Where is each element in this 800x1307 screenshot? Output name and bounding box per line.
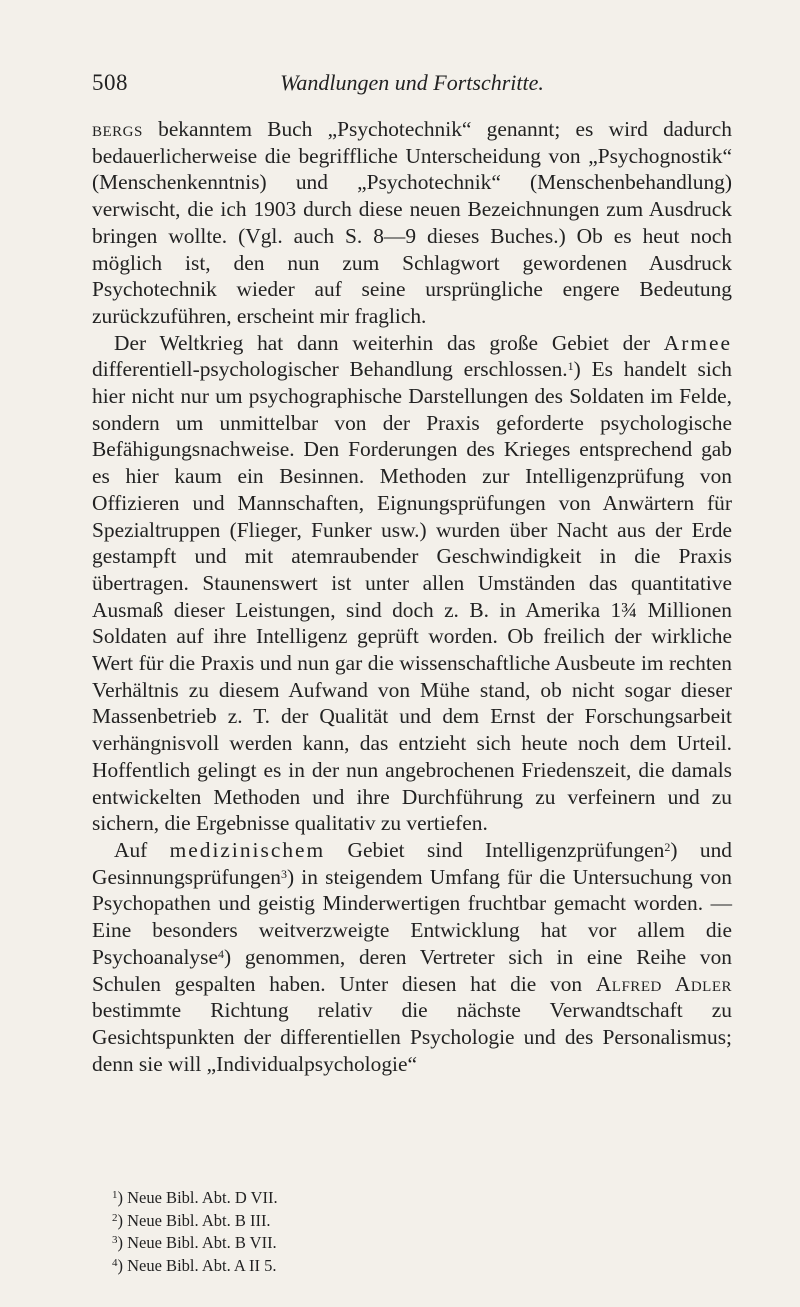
footnote xyxy=(112,1255,512,1278)
paragraph-2-text-b: differentiell-psychologischer Behandlung erschlossen. xyxy=(92,357,568,382)
paragraph-3-text-a: Auf xyxy=(114,837,170,862)
paragraph-3-text-f: bestimmte Richtung relativ die nächste Verwandtschaft zu Gesichtspunkten der differentiellen Psychologie und des Personalismus; denn sie will „Individualpsychologie“ xyxy=(92,998,732,1076)
footnote-number: 1 xyxy=(112,1189,118,1201)
footnote-ref-3: 3 xyxy=(280,866,287,881)
footnote-number: 3 xyxy=(112,1234,118,1246)
emphasis-spaced-medizinischem: medizinischem xyxy=(169,837,326,862)
body-text xyxy=(92,116,732,1077)
paragraph-3-text-c: ) und Gesinnungsprüfungen xyxy=(92,837,732,889)
page-header xyxy=(92,70,732,104)
footnote xyxy=(112,1187,512,1210)
emphasis-spaced-armee: Armee xyxy=(663,330,732,355)
footnote-ref-2: 2 xyxy=(664,839,671,854)
paragraph-2 xyxy=(92,330,732,837)
paragraph-3-text-e: ) genommen, deren Vertreter sich in eine Reihe von Schulen gespalten haben. Unter diesen hat die von xyxy=(92,944,732,996)
paragraph-2-text-c: ) Es handelt sich hier nicht nur um psychographische Darstellungen des Soldaten im Felde, sondern um unmittelbar von der Praxis geforderte psychologische Befähigungsnachweise. Den Forderungen des Krieges entsprechend gab es hier kaum ein Besinnen. Methoden zur Intelligenzprüfung von Offizieren und Mannschaften, Eignungsprüfungen von Anwärtern für Spezialtruppen (Flieger, Funker usw.) wurden über Nacht aus der Erde gestampft und mit atemraubender Geschwindigkeit in die Praxis übertragen. Staunenswert ist unter allen Umständen das quantitative Ausmaß dieser Leistungen, sind doch z. B. in Amerika 1¾ Millionen Soldaten auf ihre Intelligenz geprüft worden. Ob freilich der wirkliche Wert für die Praxis und nun gar die wissenschaftliche Ausbeute im rechten Verhältnis zu diesem Aufwand von Mühe stand, ob nicht sogar dieser Massenbetrieb z. T. der Qualität und dem Ernst der Forschungsarbeit verhängnisvoll werden kann, das entzieht sich heute noch dem Urteil. Hoffentlich gelingt es in der nun angebrochenen Friedenszeit, die damals entwickelten Methoden und ihre Durchführung zu verfeinern und zu sichern, die Ergebnisse qualitativ zu vertiefen. xyxy=(92,357,732,836)
author-name-smallcaps: bergs xyxy=(92,117,143,141)
footnote-number: 2 xyxy=(112,1211,118,1224)
paragraph-1 xyxy=(92,116,732,330)
footnote xyxy=(112,1210,512,1233)
footnote-text: ) Neue Bibl. Abt. B VII. xyxy=(117,1233,277,1252)
footnote-text: ) Neue Bibl. Abt. A II 5. xyxy=(117,1255,277,1275)
paragraph-2-text-a: Der Weltkrieg hat dann weiterhin das große Gebiet der xyxy=(114,330,664,355)
footnotes xyxy=(112,1187,512,1277)
paragraph-3-text-d: ) in steigendem Umfang für die Untersuchung von Psychopathen und geistig Minderwertigen fruchtbar gemacht worden. — Eine besonders weitverzweigte Entwicklung hat vor allem die Psychoanalyse xyxy=(92,864,732,969)
footnote xyxy=(112,1232,512,1255)
paragraph-3-text-b: Gebiet sind Intelligenzprüfungen xyxy=(325,837,665,862)
footnote-ref-1: 1 xyxy=(567,359,574,374)
paragraph-3 xyxy=(92,837,732,1077)
footnote-text: ) Neue Bibl. Abt. D VII. xyxy=(117,1188,278,1207)
running-title: Wandlungen und Fortschritte. xyxy=(280,70,544,95)
paragraph-1-text: bekanntem Buch „Psychotechnik“ genannt; es wird dadurch bedauerlicherweise die begriffliche Unterscheidung von „Psychognostik“ (Menschenkenntnis) und „Psychotechnik“ (Menschenbehandlung) verwischt, die ich 1903 durch diese neuen Bezeichnungen zum Ausdruck bringen wollte. (Vgl. auch S. 8—9 dieses Buches.) Ob es heut noch möglich ist, den nun zum Schlagwort gewordenen Ausdruck Psychotechnik wieder auf seine ursprüngliche engere Bedeutung zurückzuführen, erscheint mir fraglich. xyxy=(92,117,732,328)
author-name-adler: Alfred Adler xyxy=(595,971,732,996)
footnote-number: 4 xyxy=(112,1256,118,1269)
page-number: 508 xyxy=(92,70,128,95)
footnote-ref-4: 4 xyxy=(217,946,224,961)
footnote-text: ) Neue Bibl. Abt. B III. xyxy=(117,1210,271,1230)
